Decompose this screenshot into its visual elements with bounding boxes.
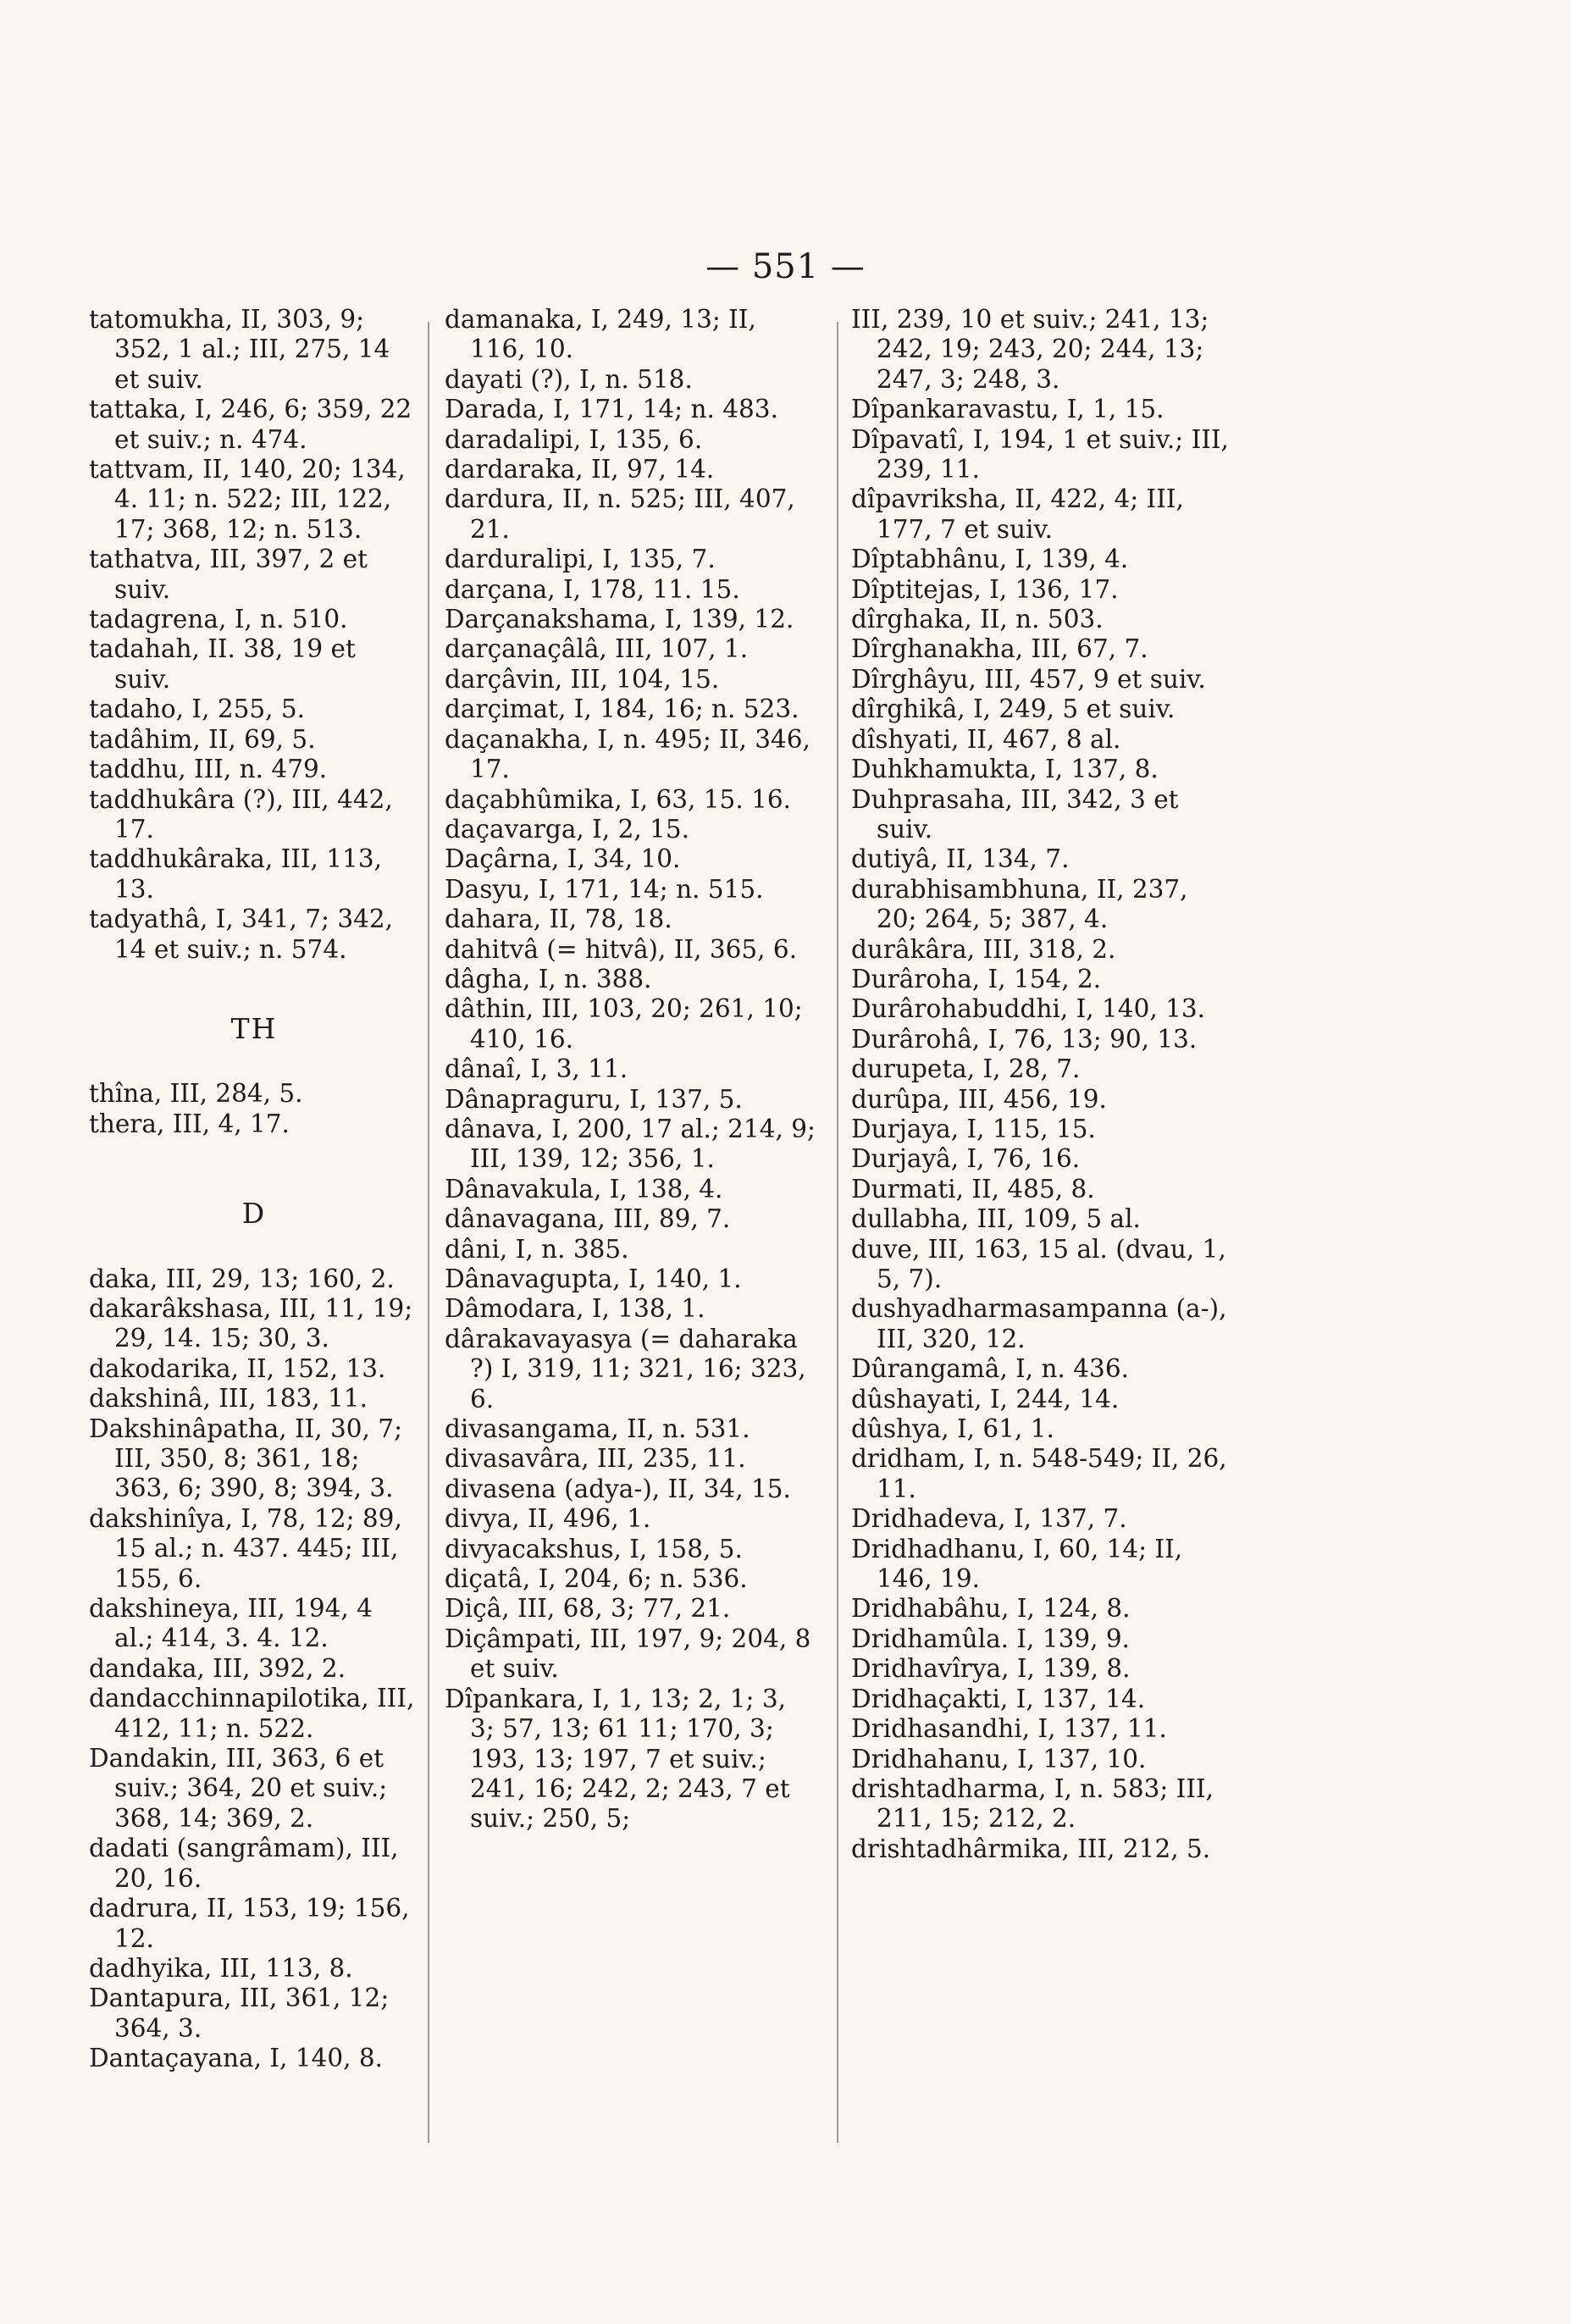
- index-entry: drishtadhârmika, III, 212, 5.: [851, 1834, 1211, 1863]
- index-entry: Dridhaçakti, I, 137, 14.: [851, 1684, 1146, 1713]
- index-entry: dullabha, III, 109, 5 al.: [851, 1204, 1141, 1234]
- index-entry: darçimat, I, 184, 16; n. 523.: [445, 694, 799, 724]
- index-entry: darçana, I, 178, 11. 15.: [445, 574, 740, 604]
- index-entry: Dîptabhânu, I, 139, 4.: [851, 545, 1129, 574]
- index-entry: Dîptitejas, I, 136, 17.: [851, 574, 1119, 604]
- index-entry: Durâroha, I, 154, 2.: [851, 964, 1102, 993]
- index-entry: dânaî, I, 3, 11.: [445, 1054, 628, 1084]
- index-entry: tadaho, I, 255, 5.: [89, 694, 306, 724]
- index-entry: dadati (sangrâmam), III, 20, 16.: [89, 1834, 399, 1893]
- index-entry: Daçârna, I, 34, 10.: [445, 844, 681, 874]
- index-entry: dakshinîya, I, 78, 12; 89, 15 al.; n. 437. 445; III, 155, 6.: [89, 1503, 402, 1593]
- index-entry: thîna, III, 284, 5.: [89, 1079, 303, 1109]
- index-entry: Dridhamûla. I, 139, 9.: [851, 1624, 1131, 1653]
- index-entry: Duhprasaha, III, 342, 3 et suiv.: [851, 784, 1179, 844]
- entry-list-d: [89, 1264, 419, 2074]
- index-entry: tadahah, II. 38, 19 et suiv.: [89, 634, 356, 694]
- index-entry: darçâvin, III, 104, 15.: [445, 664, 720, 694]
- index-entry: dadrura, II, 153, 19; 156, 12.: [89, 1894, 410, 1953]
- index-entry: dandaka, III, 392, 2.: [89, 1653, 346, 1683]
- index-column-3: [851, 305, 1232, 1864]
- entry-list: [851, 305, 1232, 1864]
- index-entry: daka, III, 29, 13; 160, 2.: [89, 1264, 395, 1293]
- index-column-2: [445, 305, 817, 1834]
- index-entry: durupeta, I, 28, 7.: [851, 1054, 1081, 1084]
- index-entry: Darçanakshama, I, 139, 12.: [445, 605, 794, 634]
- index-entry: Dasyu, I, 171, 14; n. 515.: [445, 874, 764, 904]
- index-entry: Dakshinâpatha, II, 30, 7; III, 350, 8; 361, 18; 363, 6; 390, 8; 394, 3.: [89, 1414, 403, 1503]
- index-entry: dandacchinnapilotika, III, 412, 11; n. 522.: [89, 1684, 415, 1743]
- index-entry: dânavagana, III, 89, 7.: [445, 1204, 731, 1234]
- index-entry: durabhisambhuna, II, 237, 20; 264, 5; 387, 4.: [851, 874, 1188, 934]
- index-entry: divya, II, 496, 1.: [445, 1504, 651, 1534]
- index-entry: dîshyati, II, 467, 8 al.: [851, 724, 1121, 754]
- index-entry: dâthin, III, 103, 20; 261, 10; 410, 16.: [445, 994, 803, 1054]
- index-entry: Diçâ, III, 68, 3; 77, 21.: [445, 1594, 731, 1624]
- index-entry: dûshya, I, 61, 1.: [851, 1414, 1054, 1444]
- index-entry: daçanakha, I, n. 495; II, 346, 17.: [445, 724, 810, 784]
- index-entry: tatomukha, II, 303, 9; 352, 1 al.; III, 275, 14 et suiv.: [89, 305, 390, 394]
- index-entry: diçatâ, I, 204, 6; n. 536.: [445, 1564, 748, 1594]
- index-entry: divasangama, II, n. 531.: [445, 1414, 750, 1444]
- index-entry: dakodarika, II, 152, 13.: [89, 1353, 386, 1383]
- index-entry: Duhkhamukta, I, 137, 8.: [851, 755, 1159, 784]
- index-entry: tattvam, II, 140, 20; 134, 4. 11; n. 522; III, 122, 17; 368, 12; n. 513.: [89, 455, 406, 544]
- index-entry: dakarâkshasa, III, 11, 19; 29, 14. 15; 30, 3.: [89, 1293, 413, 1353]
- index-entry: Durmati, II, 485, 8.: [851, 1174, 1095, 1204]
- index-entry: dakshinâ, III, 183, 11.: [89, 1384, 368, 1414]
- index-entry: dakshineya, III, 194, 4 al.; 414, 3. 4. 12.: [89, 1594, 373, 1653]
- column-divider-right: [837, 322, 838, 2143]
- index-entry: daçavarga, I, 2, 15.: [445, 814, 690, 844]
- index-entry: dadhyika, III, 113, 8.: [89, 1953, 353, 1983]
- index-entry: Dûrangamâ, I, n. 436.: [851, 1354, 1129, 1384]
- index-entry: durâkâra, III, 318, 2.: [851, 934, 1116, 964]
- section-heading-th: TH: [230, 1011, 278, 1045]
- index-entry: tadyathâ, I, 341, 7; 342, 14 et suiv.; n. 574.: [89, 905, 394, 964]
- index-entry: Dîrghâyu, III, 457, 9 et suiv.: [851, 664, 1206, 694]
- entry-list: [89, 305, 419, 965]
- index-entry: Dîpankara, I, 1, 13; 2, 1; 3, 3; 57, 13; 61 11; 170, 3; 193, 13; 197, 7 et suiv.; 241, 16; 242, 2; 243, 7 et suiv.; 250, 5;: [445, 1684, 790, 1834]
- index-entry: drishtadharma, I, n. 583; III, 211, 15; 212, 2.: [851, 1773, 1214, 1834]
- index-entry: dayati (?), I, n. 518.: [445, 364, 693, 394]
- entry-list-th: [89, 1079, 419, 1139]
- index-entry: darçanaçâlâ, III, 107, 1.: [445, 634, 749, 664]
- index-entry: Diçâmpati, III, 197, 9; 204, 8 et suiv.: [445, 1624, 811, 1684]
- index-entry: Dridhasandhi, I, 137, 11.: [851, 1714, 1167, 1744]
- index-entry: darduralipi, I, 135, 7.: [445, 545, 716, 574]
- index-entry: daçabhûmika, I, 63, 15. 16.: [445, 784, 791, 814]
- index-entry: Dridhahanu, I, 137, 10.: [851, 1744, 1147, 1773]
- index-entry: Dîrghanakha, III, 67, 7.: [851, 634, 1148, 664]
- index-entry: Durârohabuddhi, I, 140, 13.: [851, 994, 1206, 1024]
- index-entry: damanaka, I, 249, 13; II, 116, 10.: [445, 305, 756, 364]
- index-entry: Dîpankaravastu, I, 1, 15.: [851, 395, 1164, 424]
- index-entry: dridham, I, n. 548-549; II, 26, 11.: [851, 1444, 1227, 1503]
- index-entry: tattaka, I, 246, 6; 359, 22 et suiv.; n. 474.: [89, 395, 412, 454]
- index-entry: Dandakin, III, 363, 6 et suiv.; 364, 20 et suiv.; 368, 14; 369, 2.: [89, 1744, 388, 1833]
- index-entry: Dridhavîrya, I, 139, 8.: [851, 1654, 1131, 1684]
- index-entry: Dantapura, III, 361, 12; 364, 3.: [89, 1984, 390, 2043]
- index-entry: taddhukâraka, III, 113, 13.: [89, 844, 382, 904]
- index-entry: duve, III, 163, 15 al. (dvau, 1, 5, 7).: [851, 1234, 1226, 1293]
- index-entry: taddhukâra (?), III, 442, 17.: [89, 784, 393, 844]
- index-entry: daradalipi, I, 135, 6.: [445, 424, 703, 454]
- index-entry: dûshayati, I, 244, 14.: [851, 1384, 1120, 1414]
- section-heading-d: D: [241, 1197, 267, 1231]
- index-entry: dushyadharmasampanna (a-), III, 320, 12.: [851, 1294, 1227, 1353]
- page-number: — 551 —: [705, 247, 866, 286]
- index-entry: thera, III, 4, 17.: [89, 1109, 290, 1138]
- index-entry: dîrghikâ, I, 249, 5 et suiv.: [851, 694, 1175, 724]
- index-entry: durûpa, III, 456, 19.: [851, 1084, 1107, 1114]
- index-entry: Dantaçayana, I, 140, 8.: [89, 2044, 383, 2073]
- index-entry: dâgha, I, n. 388.: [445, 964, 652, 993]
- index-column-1: [89, 305, 419, 2074]
- index-entry: dâni, I, n. 385.: [445, 1234, 629, 1264]
- index-entry: tadagrena, I, n. 510.: [89, 605, 348, 634]
- index-entry: Dâmodara, I, 138, 1.: [445, 1294, 705, 1324]
- index-entry: Dânapraguru, I, 137, 5.: [445, 1084, 743, 1114]
- index-entry: dahitvâ (= hitvâ), II, 365, 6.: [445, 934, 798, 964]
- index-entry: dardura, II, n. 525; III, 407, 21.: [445, 484, 795, 544]
- index-entry: Dridhadhanu, I, 60, 14; II, 146, 19.: [851, 1534, 1183, 1594]
- index-entry: divasena (adya-), II, 34, 15.: [445, 1474, 791, 1503]
- index-entry: III, 239, 10 et suiv.; 241, 13; 242, 19; 243, 20; 244, 13; 247, 3; 248, 3.: [851, 305, 1209, 394]
- column-divider-left: [428, 322, 429, 2143]
- index-entry: tathatva, III, 397, 2 et suiv.: [89, 545, 368, 604]
- index-entry: Durjayâ, I, 76, 16.: [851, 1144, 1081, 1174]
- index-entry: Dîpavatî, I, 194, 1 et suiv.; III, 239, 11.: [851, 424, 1229, 484]
- entry-list: [445, 305, 817, 1834]
- index-entry: Darada, I, 171, 14; n. 483.: [445, 395, 778, 424]
- index-entry: Dânavakula, I, 138, 4.: [445, 1174, 723, 1204]
- index-entry: dutiyâ, II, 134, 7.: [851, 844, 1070, 874]
- index-entry: taddhu, III, n. 479.: [89, 755, 328, 784]
- index-entry: divyacakshus, I, 158, 5.: [445, 1534, 743, 1563]
- index-entry: Durârohâ, I, 76, 13; 90, 13.: [851, 1024, 1198, 1054]
- index-entry: tadâhim, II, 69, 5.: [89, 724, 316, 754]
- index-entry: Dânavagupta, I, 140, 1.: [445, 1264, 742, 1293]
- index-entry: dânava, I, 200, 17 al.; 214, 9; III, 139, 12; 356, 1.: [445, 1114, 816, 1174]
- index-entry: dîrghaka, II, n. 503.: [851, 605, 1104, 634]
- index-entry: dardaraka, II, 97, 14.: [445, 455, 715, 484]
- index-entry: dârakavayasya (= daharaka ?) I, 319, 11; 321, 16; 323, 6.: [445, 1324, 806, 1414]
- index-entry: Dridhadeva, I, 137, 7.: [851, 1504, 1127, 1534]
- index-entry: dahara, II, 78, 18.: [445, 905, 672, 934]
- index-entry: Dridhabâhu, I, 124, 8.: [851, 1594, 1131, 1624]
- index-entry: Durjaya, I, 115, 15.: [851, 1114, 1096, 1143]
- index-entry: dîpavriksha, II, 422, 4; III, 177, 7 et suiv.: [851, 484, 1184, 544]
- index-entry: divasavâra, III, 235, 11.: [445, 1444, 746, 1474]
